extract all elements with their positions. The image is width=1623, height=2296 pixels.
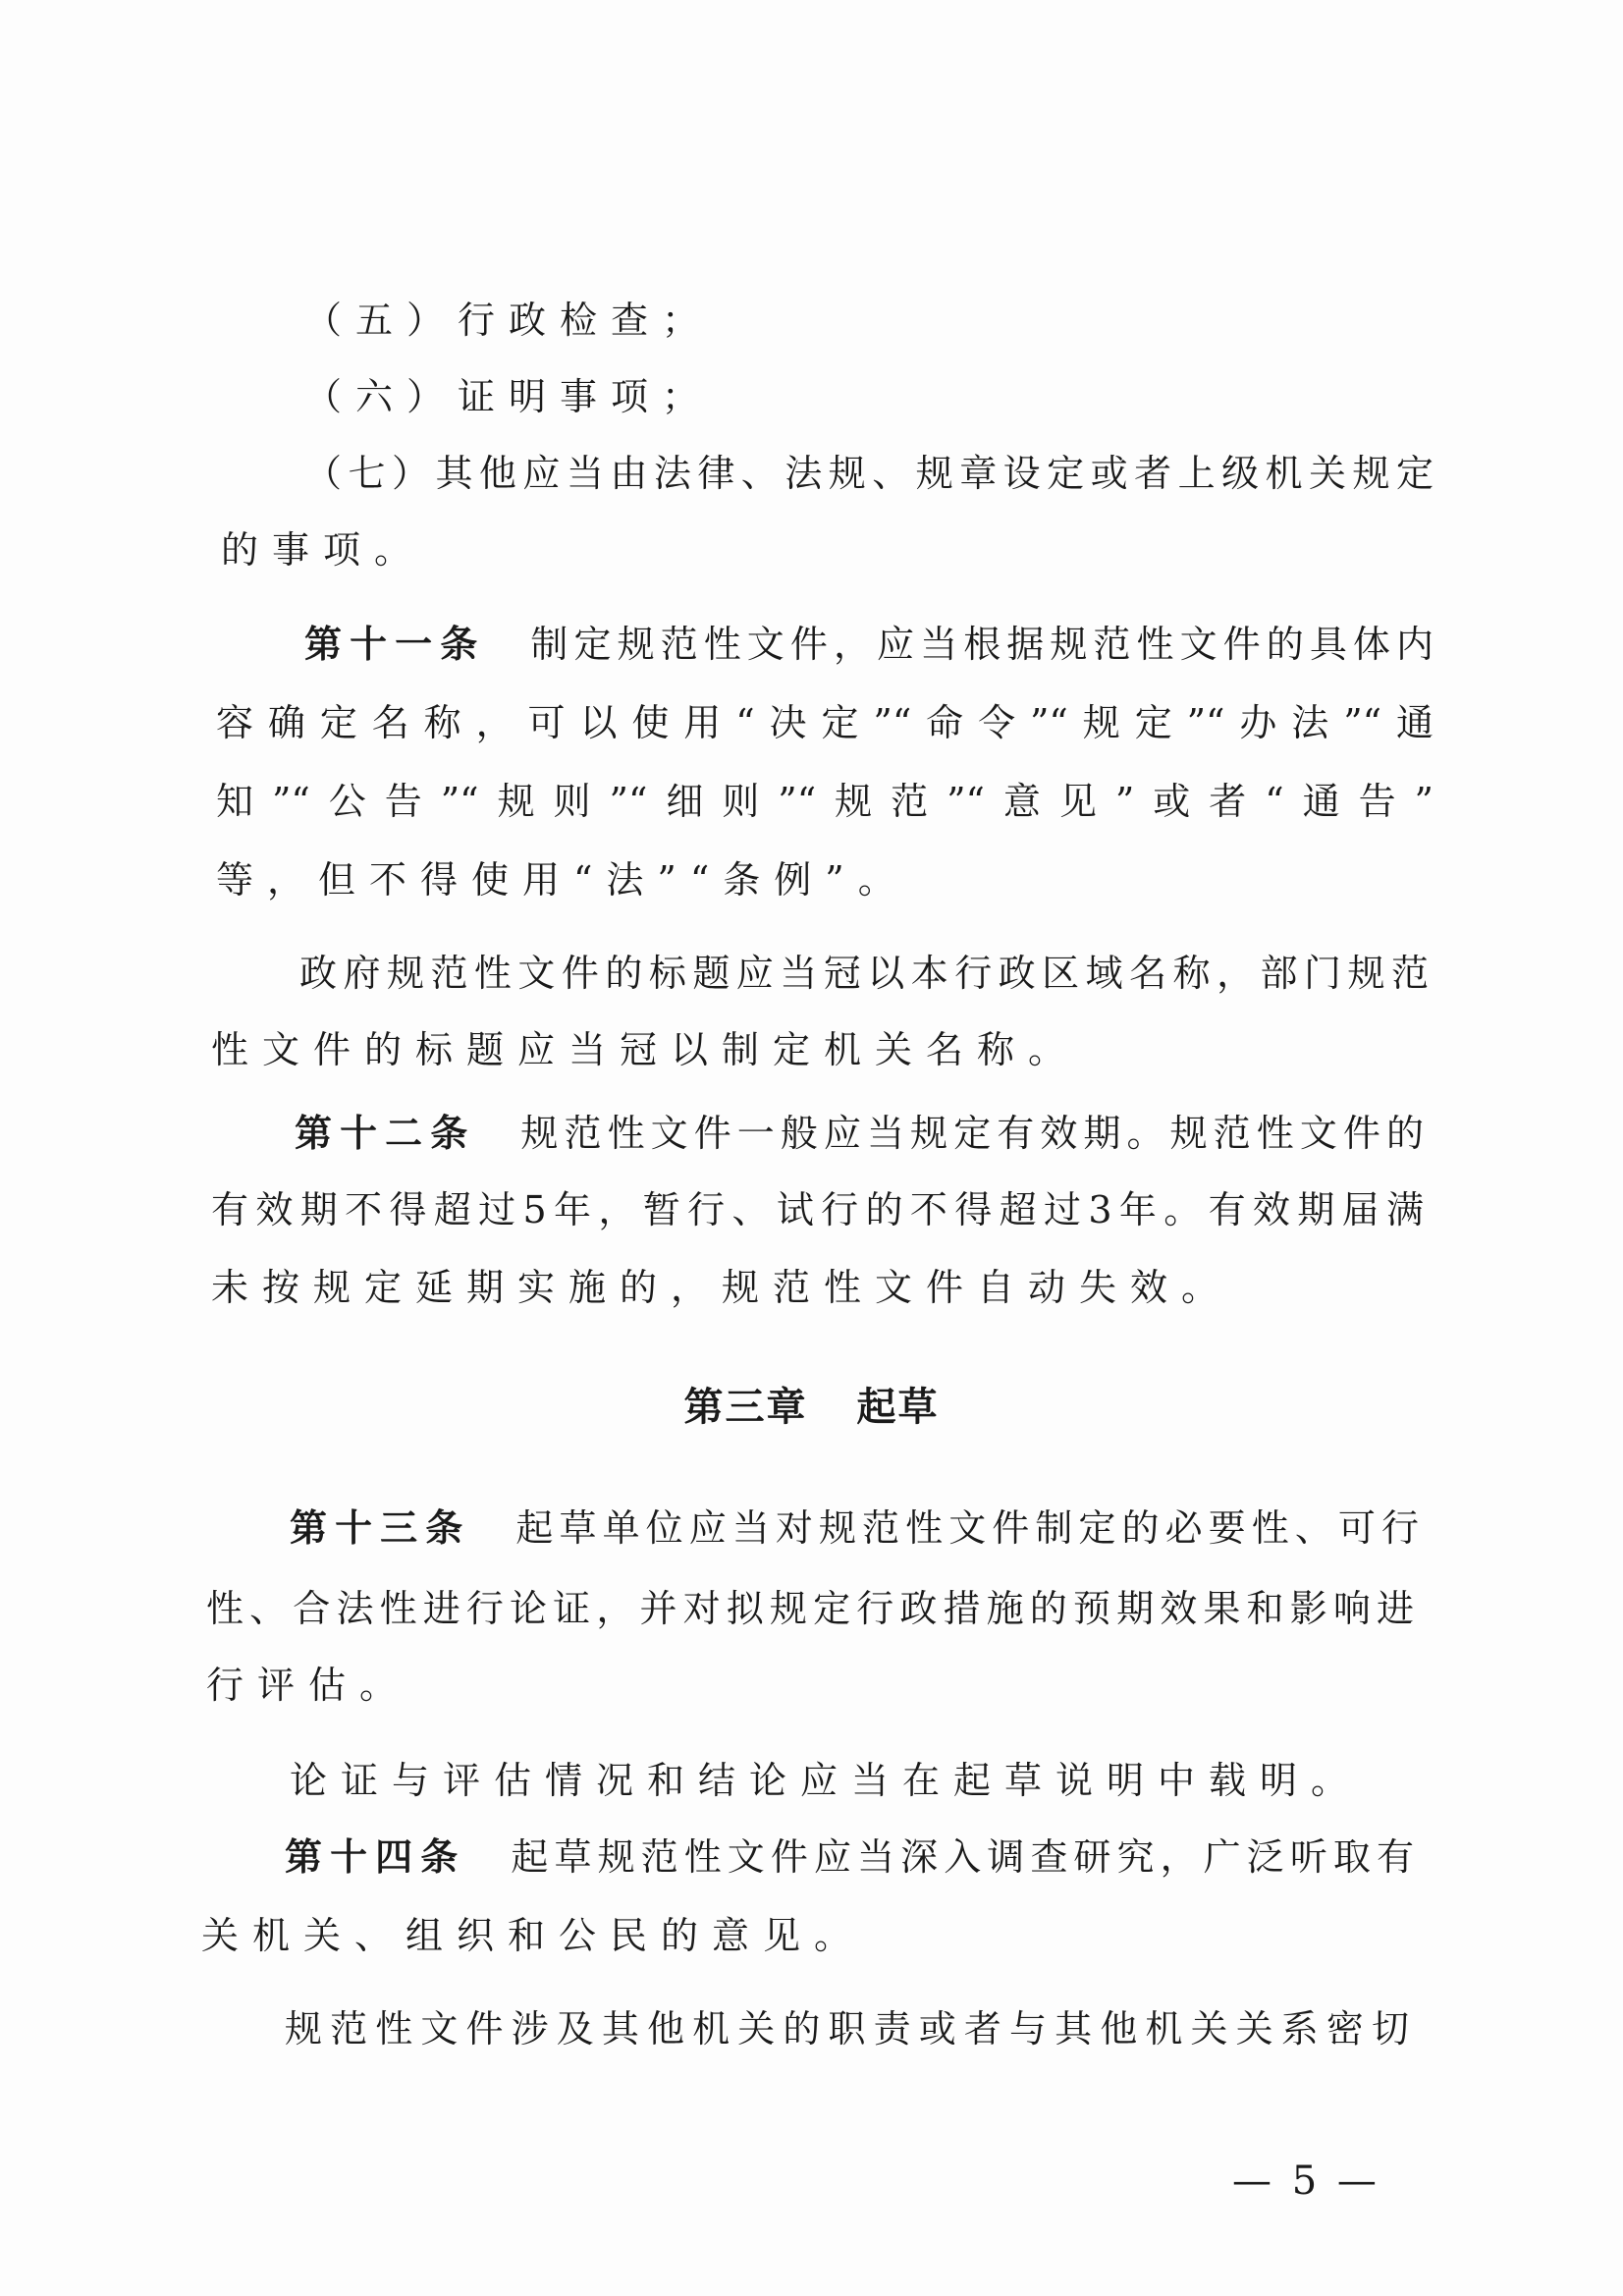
text-line: 行评估。 (206, 1664, 411, 1707)
chapter-number: 第三章 (683, 1385, 808, 1430)
text-line: 起草规范性文件应当深入调查研究，广泛听取有 (505, 1835, 1414, 1879)
text-line: 论证与评估情况和结论应当在起草说明中载明。 (290, 1759, 1363, 1802)
text-line: 性、合法性进行论证，并对拟规定行政措施的预期效果和影响进 (206, 1587, 1414, 1630)
text-line: 政府规范性文件的标题应当冠以本行政区域名称，部门规范 (299, 952, 1429, 995)
text-line: 关机关、组织和公民的意见。 (201, 1914, 866, 1957)
article-12-first-line (295, 1108, 1424, 1159)
text-line: （七）其他应当由法律、法规、规章设定或者上级机关规定 (304, 452, 1434, 495)
article-14-label: 第十四条 (285, 1835, 466, 1879)
article-11-first-line (304, 619, 1434, 670)
article-13-first-line (290, 1503, 1419, 1554)
page-number: — 5 — (1232, 2159, 1380, 2204)
text-line: 起草单位应当对规范性文件制定的必要性、可行 (510, 1506, 1419, 1550)
chapter-heading (0, 1380, 1623, 1435)
text-line: 规范性文件涉及其他机关的职责或者与其他机关关系密切 (285, 2007, 1409, 2050)
text-line: （五）行政检查； (304, 299, 714, 342)
text-line: 知”“公告”“规则”“细则”“规范”“意见”或者“通告” (216, 780, 1434, 823)
text-line: 性文件的标题应当冠以制定机关名称。 (211, 1028, 1080, 1071)
article-13-label: 第十三条 (290, 1506, 471, 1550)
text-line: 容确定名称，可以使用“决定”“命令”“规定”“办法”“通 (216, 701, 1434, 744)
text-line: 制定规范性文件，应当根据规范性文件的具体内 (524, 623, 1434, 666)
article-14-first-line (285, 1831, 1414, 1883)
text-line: 未按规定延期实施的，规范性文件自动失效。 (211, 1266, 1233, 1309)
text-line: 等，但不得使用“法”“条例”。 (216, 858, 909, 902)
chapter-title: 起草 (856, 1385, 940, 1430)
text-line: 的事项。 (221, 528, 426, 572)
text-line: 有效期不得超过5年，暂行、试行的不得超过3年。有效期届满 (211, 1188, 1424, 1231)
article-12-label: 第十二条 (295, 1112, 476, 1155)
article-11-label: 第十一条 (304, 623, 486, 666)
text-line: （六）证明事项； (304, 375, 714, 418)
text-line: 规范性文件一般应当规定有效期。规范性文件的 (514, 1112, 1424, 1155)
